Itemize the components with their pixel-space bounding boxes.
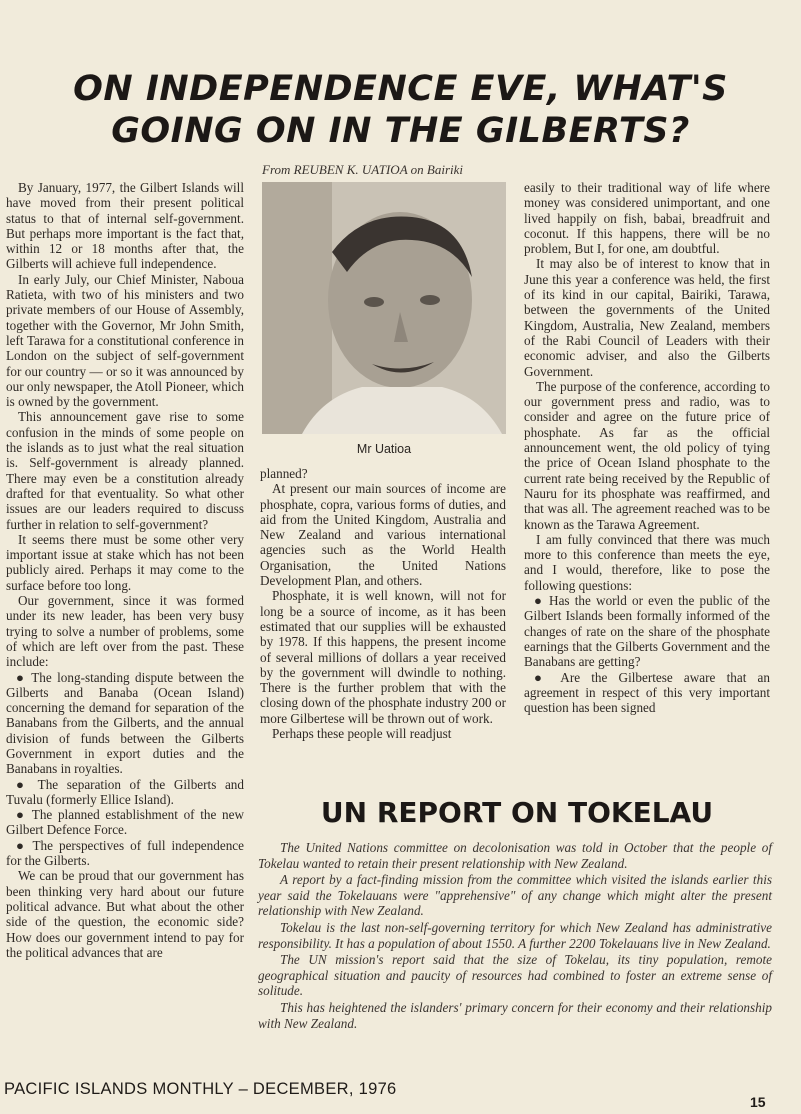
left-column [6, 180, 244, 1080]
box-paragraph: The UN mission's report said that the size of Tokelau, its tiny population, remote geographical situation and paucity of resources had combined to foster an extreme sense of solitude. [258, 952, 772, 999]
box-paragraph: The United Nations committee on decolonisation was told in October that the people of Tokelau wanted to retain their present relationship with New Zealand. [258, 840, 772, 871]
left-paragraph: This announcement gave rise to some confusion in the minds of some people on the islands as to just what the real situation is. Self-government is already planned. There may even be a constitution already drafted for that eventuality. So what other issues are our leaders required to discuss further in relation to self-government? [6, 409, 244, 532]
left-paragraph: By January, 1977, the Gilbert Islands will have moved from their present political status to that of internal self-government. But perhaps more important is the fact that, within 12 or 18 months after that, the Gilberts will achieve full independence. [6, 180, 244, 272]
right-column [524, 180, 770, 790]
middle-column [260, 466, 506, 796]
middle-paragraph: Perhaps these people will readjust [272, 726, 452, 742]
middle-paragraph: Phosphate, it is well known, will not for long be a source of income, as it has been estimated that our supplies will be exhausted by 1978. If this happens, the present income of several millions of dollars a year received by the government will dwindle to nothing. There is the further problem that with the closing down of the phosphate industry 200 or more Gilbertese will be thrown out of work. [260, 588, 506, 726]
left-bullet-item: ● The separation of the Gilberts and Tuvalu (formerly Ellice Island). [6, 776, 244, 807]
left-paragraph: Our government, since it was formed under its new leader, has been very busy trying to solve a number of problems, some of which are left over from the past. These include: [6, 593, 244, 670]
middle-paragraph: At present our main sources of income are phosphate, copra, various forms of duties, and aid from the United Kingdom, Australia and New Zealand and various international agencies such as the World Health Organisation, the United Nations Development Plan, and others. [260, 481, 506, 589]
article-headline: ON INDEPENDENCE EVE, WHAT'S GOING ON IN THE GILBERTS? [73, 69, 728, 151]
left-paragraph: It seems there must be some other very important issue at stake which has not been publicly aired. Perhaps it may come to the surface before too long. [6, 531, 244, 593]
box-paragraph: This has heightened the islanders' primary concern for their economy and their relationship with New Zealand. [258, 999, 772, 1031]
author-photo-figure [262, 182, 506, 460]
box-paragraph: Tokelau is the last non-self-governing territory for which New Zealand has administrative responsibility. It has a population of about 1550. A further 2200 Tokelauans live in New Zealand. [258, 919, 772, 951]
right-paragraph: I am fully convinced that there was much more to this conference than meets the eye, and I would, therefore, like to pose the following questions: [524, 531, 770, 593]
right-paragraph: easily to their traditional way of life where money was considered unimportant, and one lived happily on fish, babai, breadfruit and coconut. If this happens, there will be no problem, But I, for one, am doubtful. [524, 180, 770, 257]
portrait-illustration [262, 182, 506, 434]
sidebar-box-title: UN REPORT ON TOKELAU [320, 796, 714, 829]
left-bullet-item: ● The long-standing dispute between the Gilberts and Banaba (Ocean Island) concerning the demand for separation of the Banabans from the Gilberts, and the annual division of funds between the Gilberts Government in export duties and the Banabans in royalties. [6, 669, 244, 777]
sidebar-box-body [258, 840, 772, 1032]
page-number: 15 [750, 1094, 766, 1110]
left-paragraph: We can be proud that our government has been thinking very hard about our future political advance. But what about the other side of the question, the economic side? How does our government intend to pay for the political advances that are [6, 868, 244, 960]
publication-footer: PACIFIC ISLANDS MONTHLY – DECEMBER, 1976 [4, 1080, 397, 1098]
article-byline: From REUBEN K. UATIOA on Bairiki [262, 162, 464, 177]
middle-paragraph: planned? [260, 466, 308, 481]
right-bullet-item: ● Are the Gilbertese aware that an agreement in respect of this very important question has been signed [524, 669, 770, 716]
left-bullet-item: ● The planned establishment of the new Gilbert Defence Force. [6, 807, 244, 838]
photo-caption: Mr Uatioa [356, 442, 412, 456]
left-bullet-item: ● The perspectives of full independence for the Gilberts. [6, 837, 244, 869]
right-paragraph: The purpose of the conference, according to our government press and radio, was to consider and agree on the future price of phosphate. As far as the official announcement went, the old policy of tying the price of Ocean Island phosphate to the current rate being received by the Republic of Nauru for its phosphate was reaffirmed, and that was all. The agreement reached was to be known as the Tarawa Agreement. [524, 378, 770, 532]
box-paragraph: A report by a fact-finding mission from the committee which visited the islands earlier this year said the Tokelauans were "apprehensive" of any change which might alter the present relationship with New Zealand. [258, 872, 772, 919]
left-paragraph: In early July, our Chief Minister, Naboua Ratieta, with two of his ministers and two private members of our House of Assembly, together with the Governor, Mr John Smith, left Tarawa for a constitutional conference in London on the subject of self-government for our country — or so it was announced by our only newspaper, the Atoll Pioneer, which is owned by the government. [6, 271, 244, 410]
right-paragraph: It may also be of interest to know that in June this year a conference was held, the first of its kind in our capital, Bairiki, Tarawa, between the governments of the United Kingdom, Australia, New Zealand, members of the Rabi Council of Leaders with their economic adviser, and also the Gilberts Government. [524, 256, 770, 379]
author-portrait-image [262, 182, 506, 434]
right-bullet-item: ● Has the world or even the public of the Gilbert Islands been formally informed of the changes of rate on the share of the phosphate earnings that the Gilberts Government and the Banabans are getting? [524, 593, 770, 670]
